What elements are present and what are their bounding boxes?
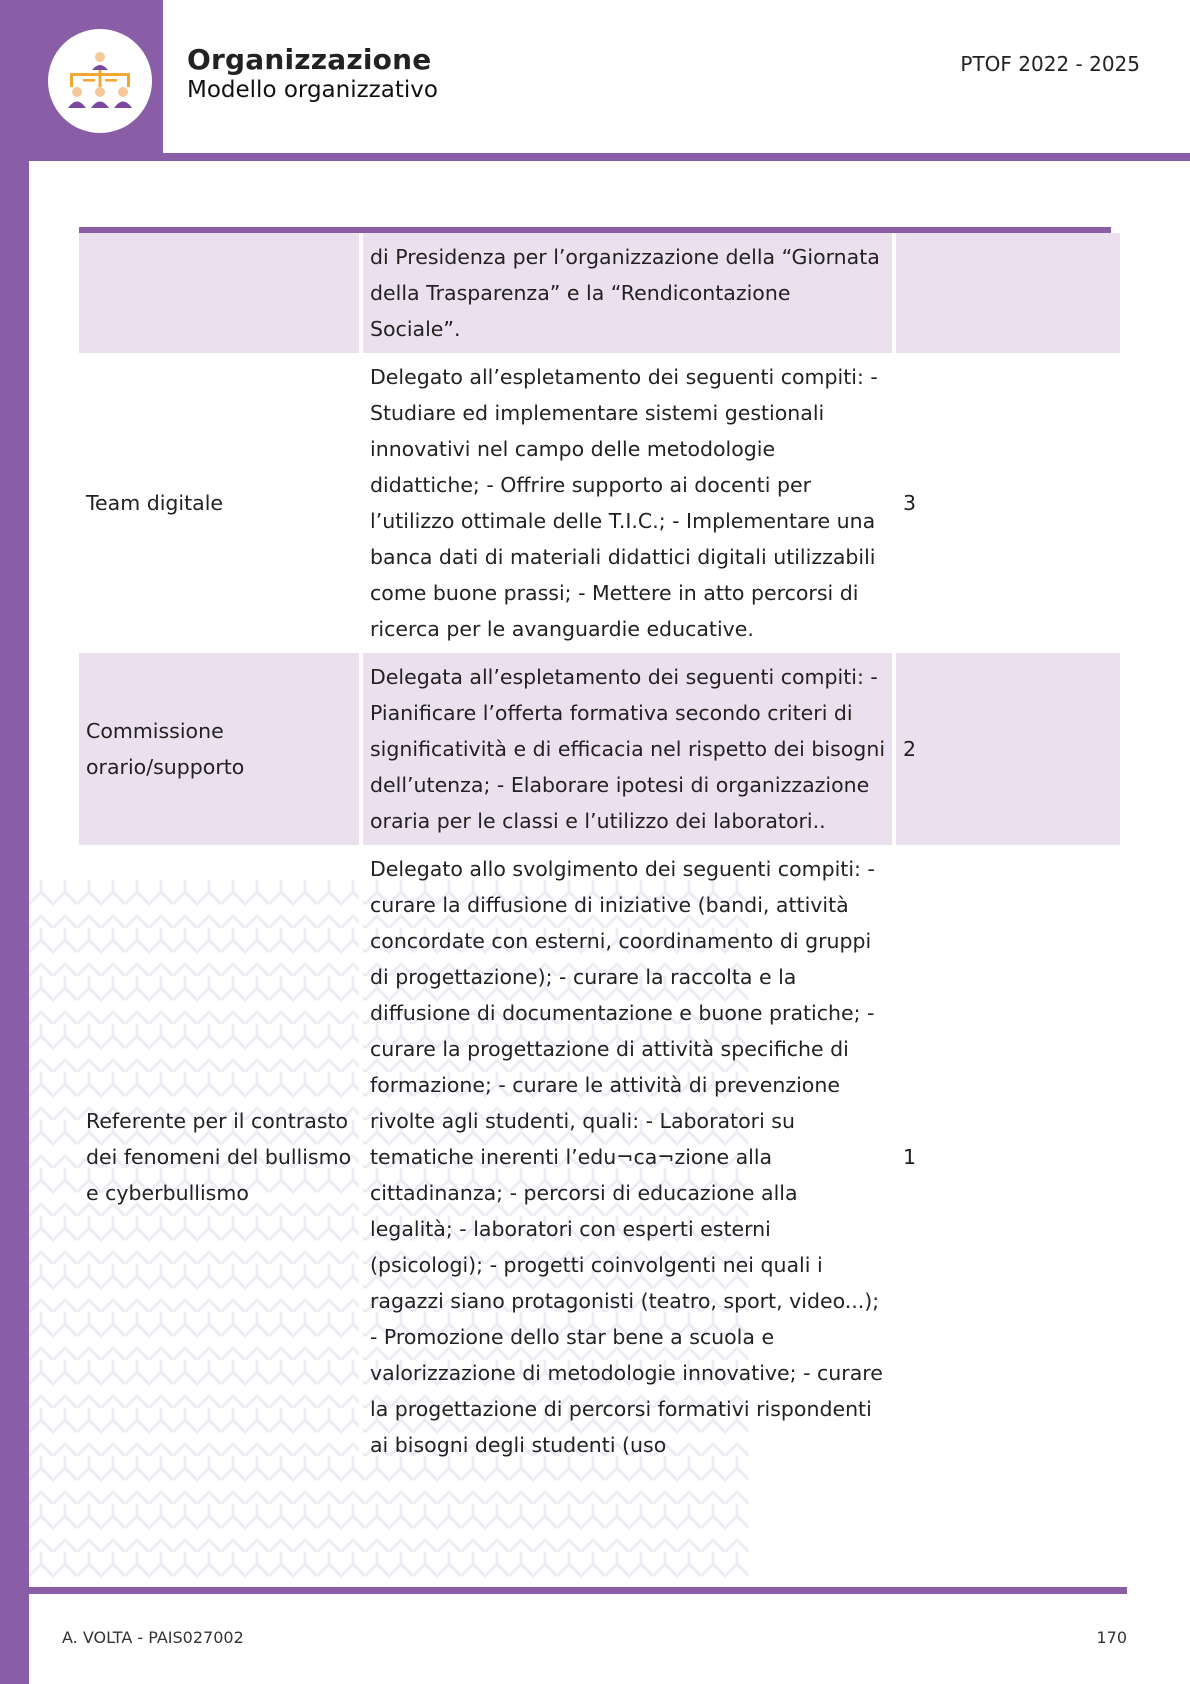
footer-school-code: A. VOLTA - PAIS027002 xyxy=(62,1628,244,1647)
document-code: PTOF 2022 - 2025 xyxy=(960,52,1140,76)
page-title: Organizzazione xyxy=(187,43,432,76)
footer-rule xyxy=(29,1587,1127,1594)
logo-badge xyxy=(48,29,152,133)
description-cell: Delegato all’espletamento dei seguenti compiti: - Studiare ed implementare sistemi gestionali innovativi nel campo delle metodologie didattiche; - Offrire supporto ai docenti per l’utilizzo ottimale delle T.I.C.; - Implementare una banca dati di materiali didattici digitali utilizzabili come buone prassi; - Mettere in atto percorsi di ricerca per le avanguardie educative. xyxy=(361,353,894,653)
table-row xyxy=(79,845,1120,1469)
table-row xyxy=(79,353,1120,653)
description-cell: Delegato allo svolgimento dei seguenti compiti: - curare la diffusione di iniziative (bandi, attività concordate con esterni, coordinamento di gruppi di progettazione); - curare la raccolta e la diffusione di documentazione e buone pratiche; - curare la progettazione di attività specifiche di formazione; - curare le attività di prevenzione rivolte agli studenti, quali: - Laboratori su tematiche inerenti l’edu¬ca¬zione alla cittadinanza; - percorsi di educazione alla legalità; - laboratori con esperti esterni (psicologi); - progetti coinvolgenti nei quali i ragazzi siano protagonisti (teatro, sport, video...); - Promozione dello star bene a scuola e valorizzazione di metodologie innovative; - curare la progettazione di percorsi formativi rispondenti ai bisogni degli studenti (uso xyxy=(361,845,894,1469)
role-cell xyxy=(79,233,361,353)
org-chart-icon xyxy=(65,50,135,112)
header-rule xyxy=(29,153,1190,161)
page-number: 170 xyxy=(1096,1628,1127,1647)
left-accent-band xyxy=(0,0,29,1684)
role-cell: Referente per il contrasto dei fenomeni del bullismo e cyberbullismo xyxy=(86,1109,352,1205)
table-row xyxy=(79,653,1120,845)
description-cell: Delegata all’espletamento dei seguenti compiti: - Pianificare l’offerta formativa secondo criteri di significatività e di efficacia nel rispetto dei bisogni dell’utenza; - Elaborare ipotesi di organizzazione oraria per le classi e l’utilizzo dei laboratori.. xyxy=(361,653,894,845)
count-cell: 3 xyxy=(903,491,917,515)
page-subtitle: Modello organizzativo xyxy=(187,77,438,103)
count-cell xyxy=(894,233,1120,353)
role-cell: Commissione orario/supporto xyxy=(79,653,361,845)
role-cell: Team digitale xyxy=(86,491,224,515)
count-cell: 2 xyxy=(894,653,1120,845)
roles-table xyxy=(79,227,1111,1469)
table-row xyxy=(79,233,1120,353)
count-cell: 1 xyxy=(903,1145,917,1169)
description-cell: di Presidenza per l’organizzazione della “Giornata della Trasparenza” e la “Rendicontazione Sociale”. xyxy=(361,233,894,353)
